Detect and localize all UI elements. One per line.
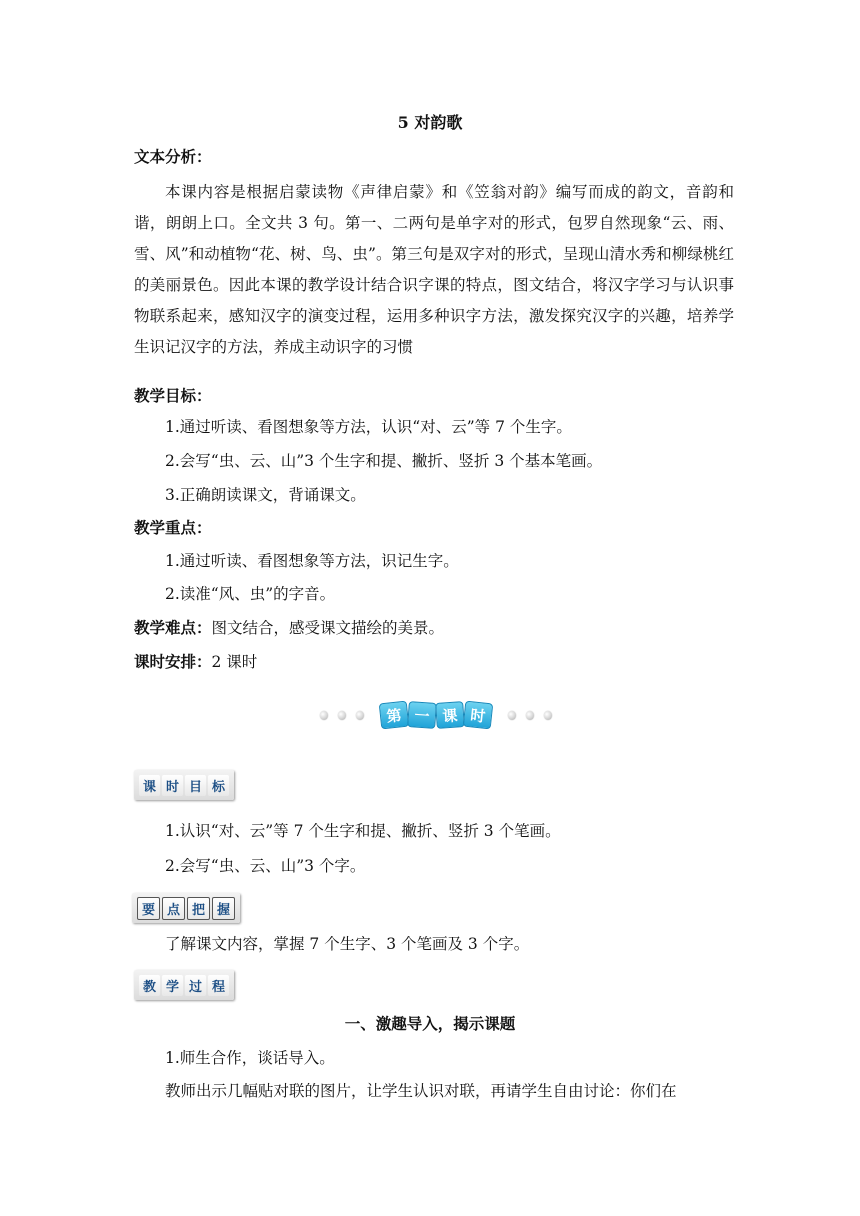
schedule-line — [134, 651, 257, 673]
process-step-1: 1.师生合作，谈话导入。 — [165, 1049, 335, 1067]
schedule-text: 2 课时 — [211, 653, 258, 671]
lesson-goal-item-2: 2.会写“虫、云、山”3 个字。 — [165, 857, 366, 875]
difficulty-line — [134, 617, 444, 639]
tag-char: 过 — [185, 975, 206, 996]
goal-item-2: 2.会写“虫、云、山”3 个生字和提、撇折、竖折 3 个基本笔画。 — [165, 452, 603, 470]
key-grasp-text: 了解课文内容，掌握 7 个生字、3 个笔画及 3 个字。 — [165, 935, 530, 953]
difficulty-text: 图文结合，感受课文描绘的美景。 — [211, 619, 445, 637]
text-analysis-paragraph: 本课内容是根据启蒙读物《声律启蒙》和《笠翁对韵》编写而成的韵文，音韵和谐，朗朗上口。全文共 3 句。第一、二两句是单字对的形式，包罗自然现象“云、雨、雪、风”和动植物“花、树、鸟、虫”。第三句是双字对的形式，呈现山清水秀和柳绿桃红的美丽景色。因此本课的教学设计结合识字课的特点，图文结合，将汉字学习与认识事物联系起来，感知汉字的演变过程，运用多种识字方法，激发探究汉字的兴趣，培养学生识记汉字的方法，养成主动识字的习惯 — [134, 183, 734, 356]
lesson-title: 5 对韵歌 — [397, 113, 463, 132]
lesson-chip: 第 — [379, 701, 410, 730]
lesson-goals-tag — [134, 770, 234, 800]
key-point-item-1: 1.通过听读、看图想象等方法，识记生字。 — [165, 552, 459, 570]
lesson-goal-item-1: 1.认识“对、云”等 7 个生字和提、撇折、竖折 3 个笔画。 — [165, 822, 561, 840]
goals-heading: 教学目标： — [134, 386, 212, 405]
tag-char: 要 — [137, 897, 160, 920]
tag-char: 教 — [139, 975, 160, 996]
tag-char: 点 — [162, 897, 185, 920]
tag-char: 程 — [208, 975, 229, 996]
section-title: 一、激趣导入，揭示课题 — [344, 1014, 516, 1033]
tag-char: 时 — [162, 775, 183, 796]
lesson-chip-group — [380, 702, 492, 728]
process-step-1-text: 教师出示几幅贴对联的图片，让学生认识对联，再请学生自由讨论：你们在 — [165, 1082, 677, 1100]
tag-char: 握 — [212, 897, 235, 920]
process-tag — [134, 970, 234, 1000]
tag-char: 学 — [162, 975, 183, 996]
lesson-chip: 一 — [407, 701, 437, 729]
lesson-chip: 课 — [435, 701, 465, 729]
text-analysis-heading: 文本分析： — [134, 147, 212, 166]
tag-char: 课 — [139, 775, 160, 796]
lesson-chip: 时 — [463, 701, 494, 730]
goal-item-1: 1.通过听读、看图想象等方法，认识“对、云”等 7 个生字。 — [165, 418, 572, 436]
divider-dot — [526, 711, 534, 720]
tag-char: 标 — [208, 775, 229, 796]
goal-item-3: 3.正确朗读课文，背诵课文。 — [165, 486, 366, 504]
key-grasp-tag — [132, 893, 240, 923]
schedule-label: 课时安排： — [134, 652, 212, 671]
tag-char: 把 — [187, 897, 210, 920]
tag-char: 目 — [185, 775, 206, 796]
divider-dot — [320, 711, 328, 720]
key-points-heading: 教学重点： — [134, 518, 212, 537]
divider-dot — [544, 711, 552, 720]
divider-dot — [356, 711, 364, 720]
difficulty-label: 教学难点： — [134, 618, 212, 637]
key-point-item-2: 2.读准“风、虫”的字音。 — [165, 585, 336, 603]
divider-dot — [338, 711, 346, 720]
divider-dot — [508, 711, 516, 720]
lesson-divider — [320, 700, 552, 730]
